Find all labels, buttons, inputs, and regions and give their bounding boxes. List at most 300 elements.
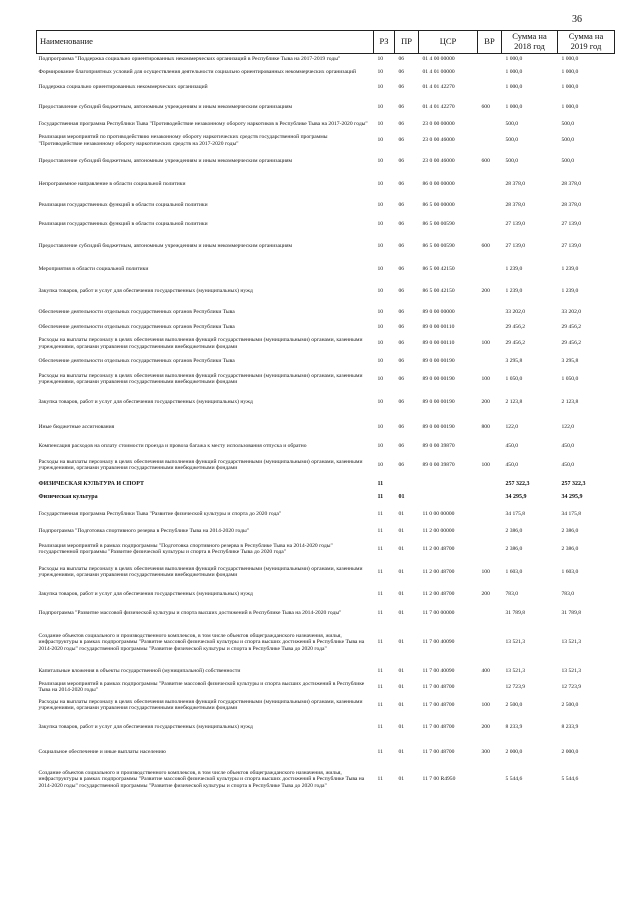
row-name: ФИЗИЧЕСКАЯ КУЛЬТУРА И СПОРТ bbox=[38, 481, 144, 488]
row-sum-2019: 1 239,0 bbox=[561, 287, 579, 294]
row-vr: 100 bbox=[481, 568, 490, 575]
row-vr: 600 bbox=[481, 242, 490, 249]
row-vr bbox=[478, 196, 502, 216]
row-sum-2019: 27 139,0 bbox=[561, 242, 582, 249]
row-pr: 06 bbox=[398, 324, 405, 331]
row-pr: 01 bbox=[398, 701, 405, 708]
row-sum-2018: 28 378,0 bbox=[505, 180, 526, 187]
row-csr: 11 2 00 48700 bbox=[422, 591, 455, 598]
row-pr: 06 bbox=[398, 242, 405, 249]
row-rz: 11 bbox=[377, 723, 383, 730]
row-sum-2019: 2 123,8 bbox=[561, 398, 579, 405]
row-sum-2018: 2 000,0 bbox=[505, 748, 523, 755]
table-row bbox=[37, 355, 615, 369]
row-name: Закупка товаров, работ и услуг для обеспечения государственных (муниципальных) нужд bbox=[38, 398, 253, 405]
row-pr: 06 bbox=[398, 158, 405, 165]
row-sum-2018: 1 000,0 bbox=[505, 56, 523, 63]
row-sum-2019: 783,0 bbox=[561, 591, 575, 598]
header-csr: ЦСР bbox=[419, 31, 478, 54]
row-sum-2019: 12 723,9 bbox=[561, 683, 582, 690]
row-csr: 86 0 00 00000 bbox=[422, 180, 455, 187]
row-sum-2019: 257 322,3 bbox=[561, 481, 586, 488]
row-rz: 10 bbox=[377, 266, 384, 273]
row-rz: 10 bbox=[377, 308, 384, 315]
row-pr: 06 bbox=[398, 287, 405, 294]
row-name: Расходы на выплаты персоналу в целях обеспечения выполнения функций государственными (муниципальными) органами, казенными учреждениями, органами управления государственными внебюджетными фондами bbox=[38, 458, 363, 471]
row-name: Капитальные вложения в объекты государственной (муниципальной) собственности bbox=[38, 667, 241, 674]
row-vr: 100 bbox=[481, 340, 490, 347]
row-rz: 11 bbox=[377, 701, 383, 708]
row-vr bbox=[478, 539, 502, 560]
table-row bbox=[37, 216, 615, 234]
row-csr: 23 0 00 46000 bbox=[422, 158, 455, 165]
header-name: Наименование bbox=[37, 31, 374, 54]
row-vr bbox=[478, 302, 502, 323]
row-sum-2018: 2 123,8 bbox=[505, 398, 523, 405]
row-vr: 100 bbox=[481, 701, 490, 708]
row-sum-2018: 33 202,0 bbox=[505, 308, 526, 315]
row-sum-2019: 5 544,6 bbox=[561, 776, 579, 783]
row-pr: 06 bbox=[398, 358, 405, 365]
table-row bbox=[37, 151, 615, 173]
row-sum-2018: 500,0 bbox=[505, 158, 519, 165]
row-rz: 10 bbox=[377, 358, 384, 365]
row-pr: 06 bbox=[398, 398, 405, 405]
row-pr: 01 bbox=[398, 510, 405, 517]
row-sum-2018: 1 000,0 bbox=[505, 68, 523, 75]
row-pr: 06 bbox=[398, 68, 405, 75]
row-name: Государственная программа Республики Тыва "Развитие физической культуры и спорта до 2020 года" bbox=[38, 510, 282, 517]
row-sum-2018: 1 239,0 bbox=[505, 266, 523, 273]
row-rz: 11 bbox=[377, 639, 383, 646]
row-pr: 06 bbox=[398, 461, 405, 468]
row-sum-2018: 2 386,0 bbox=[505, 545, 523, 552]
table-row bbox=[37, 323, 615, 333]
row-rz: 11 bbox=[377, 568, 383, 575]
table-row bbox=[37, 585, 615, 605]
row-csr: 86 5 00 00000 bbox=[422, 202, 455, 209]
row-sum-2018: 27 139,0 bbox=[505, 221, 526, 228]
row-vr bbox=[478, 80, 502, 96]
row-name: Реализация мероприятий по противодействию незаконному обороту наркотических средств государственной программы "Противодействие незаконному обороту наркотических средств на 2017-2020 годы" bbox=[38, 134, 328, 147]
row-pr: 06 bbox=[398, 424, 405, 431]
row-rz: 10 bbox=[377, 84, 384, 91]
row-vr: 600 bbox=[481, 158, 490, 165]
row-name: Закупка товаров, работ и услуг для обеспечения государственных (муниципальных) нужд bbox=[38, 287, 253, 294]
row-sum-2018: 29 456,2 bbox=[505, 324, 526, 331]
table-row bbox=[37, 65, 615, 80]
table-row bbox=[37, 479, 615, 491]
table-row bbox=[37, 663, 615, 680]
row-sum-2019: 13 521,3 bbox=[561, 639, 582, 646]
row-vr bbox=[478, 216, 502, 234]
table-row bbox=[37, 131, 615, 151]
row-rz: 10 bbox=[377, 287, 384, 294]
table-row bbox=[37, 96, 615, 119]
row-sum-2019: 1 000,0 bbox=[561, 103, 579, 110]
row-csr: 11 2 00 00000 bbox=[422, 528, 455, 535]
row-pr: 06 bbox=[398, 180, 405, 187]
row-name: Расходы на выплаты персоналу в целях обеспечения выполнения функций государственными (муниципальными) органами, казенными учреждениями, органами управления государственными внебюджетными фондами bbox=[38, 565, 363, 578]
row-name: Непрограммное направление в области социальной политики bbox=[38, 180, 186, 187]
row-vr: 200 bbox=[481, 398, 490, 405]
row-pr: 01 bbox=[398, 723, 405, 730]
row-sum-2019: 500,0 bbox=[561, 158, 575, 165]
row-rz: 11 bbox=[377, 748, 383, 755]
row-vr: 800 bbox=[481, 424, 490, 431]
row-sum-2019: 29 456,2 bbox=[561, 324, 582, 331]
table-row bbox=[37, 302, 615, 323]
row-sum-2018: 122,0 bbox=[505, 424, 519, 431]
row-sum-2018: 1 050,0 bbox=[505, 375, 523, 382]
table-row bbox=[37, 369, 615, 390]
table-row bbox=[37, 539, 615, 560]
row-rz: 11 bbox=[377, 610, 383, 617]
row-sum-2019: 500,0 bbox=[561, 121, 575, 128]
row-csr: 11 2 00 48700 bbox=[422, 568, 455, 575]
row-sum-2018: 1 239,0 bbox=[505, 287, 523, 294]
row-vr bbox=[478, 65, 502, 80]
row-name: Обеспечение деятельности отдельных государственных органов Республики Тыва bbox=[38, 324, 235, 331]
row-sum-2018: 29 456,2 bbox=[505, 340, 526, 347]
page-number: 36 bbox=[572, 14, 582, 25]
row-pr: 06 bbox=[398, 121, 405, 128]
row-sum-2019: 450,0 bbox=[561, 461, 575, 468]
row-sum-2018: 450,0 bbox=[505, 461, 519, 468]
row-vr: 600 bbox=[481, 103, 490, 110]
row-csr: 11 7 00 40090 bbox=[422, 667, 455, 674]
row-rz: 11 bbox=[377, 776, 383, 783]
table-row bbox=[37, 560, 615, 585]
row-name: Реализация мероприятий в рамках подпрограммы "Развитие массовой физической культуры и спорта высших достижений в Республике Тыва на 2014-2020 годы" bbox=[38, 680, 365, 693]
table-row bbox=[37, 605, 615, 623]
row-sum-2018: 34 295,9 bbox=[505, 493, 527, 500]
row-sum-2018: 27 139,0 bbox=[505, 242, 526, 249]
table-row bbox=[37, 491, 615, 504]
table-row bbox=[37, 281, 615, 302]
row-vr bbox=[478, 605, 502, 623]
row-name: Формирование благоприятных условий для осуществления деятельности социально ориентированных некоммерческих организаций bbox=[38, 68, 356, 75]
row-pr: 06 bbox=[398, 103, 405, 110]
row-vr: 100 bbox=[481, 461, 490, 468]
row-sum-2019: 500,0 bbox=[561, 137, 575, 144]
row-name: Расходы на выплаты персоналу в целях обеспечения выполнения функций государственными (муниципальными) органами, казенными учреждениями, органами управления государственными внебюджетными фондами bbox=[38, 372, 363, 385]
row-rz: 10 bbox=[377, 137, 384, 144]
row-pr: 06 bbox=[398, 202, 405, 209]
row-csr: 11 7 00 48700 bbox=[422, 683, 455, 690]
row-csr: 01 4 01 42270 bbox=[422, 103, 455, 110]
header-sum-2018: Сумма на 2018 год bbox=[502, 31, 558, 54]
row-sum-2019: 8 233,9 bbox=[561, 723, 579, 730]
row-name: Расходы на выплаты персоналу в целях обеспечения выполнения функций государственными (муниципальными) органами, казенными учреждениями, органами управления государственными внебюджетными фондами bbox=[38, 698, 363, 711]
row-rz: 11 bbox=[377, 510, 383, 517]
row-pr: 06 bbox=[398, 375, 405, 382]
row-pr: 01 bbox=[398, 776, 405, 783]
row-sum-2018: 2 500,0 bbox=[505, 701, 523, 708]
row-sum-2019: 29 456,2 bbox=[561, 340, 582, 347]
row-sum-2018: 31 789,8 bbox=[505, 610, 526, 617]
row-vr bbox=[478, 525, 502, 539]
row-csr: 89 0 00 39870 bbox=[422, 442, 455, 449]
row-name: Подпрограмма "Подготовка спортивного резерва в Республике Тыва на 2014-2020 годы" bbox=[38, 528, 249, 535]
row-vr bbox=[478, 259, 502, 281]
row-sum-2018: 1 000,0 bbox=[505, 84, 523, 91]
row-name: Мероприятия в области социальной политики bbox=[38, 266, 149, 273]
row-pr bbox=[395, 479, 419, 491]
table-row bbox=[37, 504, 615, 525]
row-vr bbox=[478, 173, 502, 196]
header-sum-2019: Сумма на 2019 год bbox=[558, 31, 615, 54]
row-name: Предоставление субсидий бюджетным, автономным учреждениям и иным некоммерческим организациям bbox=[38, 103, 293, 110]
row-pr: 06 bbox=[398, 84, 405, 91]
row-pr: 06 bbox=[398, 442, 405, 449]
row-name: Обеспечение деятельности отдельных государственных органов Республики Тыва bbox=[38, 308, 235, 315]
row-rz: 10 bbox=[377, 56, 384, 63]
row-csr: 11 7 00 00000 bbox=[422, 610, 455, 617]
table-row bbox=[37, 415, 615, 441]
row-csr: 23 0 00 46000 bbox=[422, 137, 455, 144]
row-pr: 01 bbox=[398, 528, 405, 535]
row-pr: 01 bbox=[398, 667, 405, 674]
row-vr: 400 bbox=[481, 667, 490, 674]
row-sum-2018: 783,0 bbox=[505, 591, 519, 598]
table-row bbox=[37, 623, 615, 663]
row-sum-2018: 28 378,0 bbox=[505, 202, 526, 209]
row-sum-2018: 2 386,0 bbox=[505, 528, 523, 535]
row-csr: 11 7 00 R4950 bbox=[422, 776, 456, 783]
row-sum-2018: 13 521,3 bbox=[505, 667, 526, 674]
row-name: Расходы на выплаты персоналу в целях обеспечения выполнения функций государственными (муниципальными) органами, казенными учреждениями, органами управления государственными внебюджетными фондами bbox=[38, 337, 363, 350]
row-name: Создание объектов социального и производственного комплексов, в том числе объектов общегражданского назначения, жилья, инфраструктуры в рамках подпрограммы "Развитие массовой физической культуры и спорта высших достижений в Республике Тыва на 2014-2020 годы" государственной программы "Развитие физической культуры и спорта в Республике Тыва до 2020 года" bbox=[38, 769, 365, 789]
row-sum-2018: 1 603,0 bbox=[505, 568, 523, 575]
row-sum-2018: 500,0 bbox=[505, 137, 519, 144]
table-row bbox=[37, 739, 615, 766]
row-sum-2019: 34 295,9 bbox=[561, 493, 583, 500]
row-sum-2018: 34 175,8 bbox=[505, 510, 526, 517]
table-row bbox=[37, 259, 615, 281]
row-vr bbox=[478, 323, 502, 333]
row-rz: 10 bbox=[377, 202, 384, 209]
row-vr: 100 bbox=[481, 375, 490, 382]
row-name: Реализация государственных функций в области социальной политики bbox=[38, 202, 208, 209]
row-csr: 11 7 00 48700 bbox=[422, 723, 455, 730]
row-name: Поддержка социально ориентированных некоммерческих организаций bbox=[38, 84, 208, 91]
row-name: Предоставление субсидий бюджетным, автономным учреждениям и иным некоммерческим организациям bbox=[38, 242, 293, 249]
row-pr: 01 bbox=[398, 591, 405, 598]
row-vr: 200 bbox=[481, 287, 490, 294]
row-name: Иные бюджетные ассигнования bbox=[38, 424, 115, 431]
row-pr: 06 bbox=[398, 340, 405, 347]
row-vr bbox=[478, 491, 502, 504]
row-rz: 10 bbox=[377, 221, 384, 228]
row-csr: 01 4 01 42270 bbox=[422, 84, 455, 91]
row-csr: 11 7 00 48700 bbox=[422, 701, 455, 708]
row-rz: 11 bbox=[377, 591, 383, 598]
row-name: Подпрограмма "Поддержка социально ориентированных некоммерческих организаций в Республике Тыва на 2017-2019 годы" bbox=[38, 56, 341, 63]
row-rz: 11 bbox=[377, 683, 383, 690]
row-name: Закупка товаров, работ и услуг для обеспечения государственных (муниципальных) нужд bbox=[38, 591, 253, 598]
row-csr: 89 0 00 00190 bbox=[422, 358, 455, 365]
row-rz: 10 bbox=[377, 242, 384, 249]
row-vr bbox=[478, 479, 502, 491]
row-rz: 11 bbox=[377, 481, 384, 488]
row-name: Социальное обеспечение и иные выплаты населению bbox=[38, 748, 166, 755]
row-csr: 01 4 01 00000 bbox=[422, 68, 455, 75]
row-name: Предоставление субсидий бюджетным, автономным учреждениям и иным некоммерческим организациям bbox=[38, 158, 293, 165]
row-vr bbox=[478, 766, 502, 794]
row-csr: 01 4 00 00000 bbox=[422, 56, 455, 63]
row-sum-2019: 1 239,0 bbox=[561, 266, 579, 273]
row-vr bbox=[478, 680, 502, 695]
table-row bbox=[37, 54, 615, 65]
row-pr: 01 bbox=[398, 748, 405, 755]
table-row bbox=[37, 441, 615, 452]
row-name: Создание объектов социального и производственного комплексов, в том числе объектов общегражданского назначения, жилья, инфраструктуры в рамках подпрограммы "Развитие массовой физической культуры и спорта высших достижений в Республике Тыва на 2014-2020 годы" государственной программы "Развитие физической культуры и спорта в Республике Тыва до 2020 года" bbox=[38, 632, 365, 652]
table-row bbox=[37, 196, 615, 216]
row-csr: 89 0 00 00190 bbox=[422, 424, 455, 431]
row-sum-2018: 12 723,9 bbox=[505, 683, 526, 690]
row-sum-2019: 34 175,8 bbox=[561, 510, 582, 517]
row-sum-2019: 1 000,0 bbox=[561, 68, 579, 75]
row-csr bbox=[419, 491, 478, 504]
row-rz: 10 bbox=[377, 103, 384, 110]
row-csr: 89 0 00 00000 bbox=[422, 308, 455, 315]
row-sum-2019: 2 386,0 bbox=[561, 528, 579, 535]
row-pr: 01 bbox=[398, 568, 405, 575]
table-header-row bbox=[37, 31, 615, 54]
row-pr: 06 bbox=[398, 266, 405, 273]
row-name: Компенсация расходов на оплату стоимости проезда и провоза багажа к месту использования отпуска и обратно bbox=[38, 442, 307, 449]
row-sum-2019: 2 500,0 bbox=[561, 701, 579, 708]
row-csr bbox=[419, 479, 478, 491]
row-rz: 10 bbox=[377, 121, 384, 128]
row-sum-2019: 3 295,8 bbox=[561, 358, 579, 365]
row-sum-2019: 33 202,0 bbox=[561, 308, 582, 315]
row-name: Реализация государственных функций в области социальной политики bbox=[38, 221, 208, 228]
row-name: Реализация мероприятий в рамках подпрограммы "Подготовка спортивного резерва в Республике Тыва на 2014-2020 годы" государственной программы "Развитие физической культуры и спорта в Республике Тыва до 2020 года" bbox=[38, 542, 333, 555]
table-row bbox=[37, 333, 615, 355]
row-csr: 11 0 00 00000 bbox=[422, 510, 455, 517]
row-csr: 89 0 00 00110 bbox=[422, 324, 455, 331]
row-sum-2018: 13 521,3 bbox=[505, 639, 526, 646]
row-sum-2019: 28 378,0 bbox=[561, 180, 582, 187]
table-row bbox=[37, 173, 615, 196]
row-pr: 06 bbox=[398, 56, 405, 63]
row-name: Физическая культура bbox=[38, 493, 98, 500]
row-sum-2019: 450,0 bbox=[561, 442, 575, 449]
row-sum-2019: 2 000,0 bbox=[561, 748, 579, 755]
table-row bbox=[37, 716, 615, 739]
row-csr: 11 7 00 40090 bbox=[422, 639, 455, 646]
row-csr: 23 0 00 00000 bbox=[422, 121, 455, 128]
row-csr: 86 5 00 00590 bbox=[422, 242, 455, 249]
row-sum-2018: 450,0 bbox=[505, 442, 519, 449]
row-rz: 10 bbox=[377, 340, 384, 347]
row-rz: 10 bbox=[377, 442, 384, 449]
row-csr: 11 2 00 48700 bbox=[422, 545, 455, 552]
row-rz: 10 bbox=[377, 324, 384, 331]
row-sum-2019: 31 789,8 bbox=[561, 610, 582, 617]
header-vr: ВР bbox=[478, 31, 502, 54]
row-sum-2019: 1 050,0 bbox=[561, 375, 579, 382]
row-pr: 01 bbox=[398, 545, 405, 552]
row-sum-2019: 13 521,3 bbox=[561, 667, 582, 674]
row-vr bbox=[478, 355, 502, 369]
row-csr: 86 5 00 42150 bbox=[422, 287, 455, 294]
row-sum-2019: 27 139,0 bbox=[561, 221, 582, 228]
row-name: Подпрограмма "Развитие массовой физической культуры и спорта высших достижений в Республике Тыва на 2014-2020 годы" bbox=[38, 610, 342, 617]
row-csr: 89 0 00 00190 bbox=[422, 375, 455, 382]
table-row bbox=[37, 119, 615, 131]
row-rz: 10 bbox=[377, 180, 384, 187]
row-name: Закупка товаров, работ и услуг для обеспечения государственных (муниципальных) нужд bbox=[38, 723, 253, 730]
row-sum-2019: 28 378,0 bbox=[561, 202, 582, 209]
row-pr: 01 bbox=[398, 639, 405, 646]
row-rz: 11 bbox=[377, 493, 384, 500]
table-row bbox=[37, 695, 615, 716]
table-row bbox=[37, 680, 615, 695]
row-pr: 01 bbox=[398, 493, 405, 500]
row-rz: 11 bbox=[377, 667, 383, 674]
row-csr: 86 5 00 42150 bbox=[422, 266, 455, 273]
row-name: Государственная программа Республики Тыва "Противодействие незаконному обороту наркотиков в Республике Тыва на 2017-2020 годы" bbox=[38, 121, 368, 128]
row-vr bbox=[478, 54, 502, 65]
row-sum-2019: 1 000,0 bbox=[561, 56, 579, 63]
row-vr bbox=[478, 504, 502, 525]
row-rz: 11 bbox=[377, 528, 383, 535]
row-sum-2018: 5 544,6 bbox=[505, 776, 523, 783]
row-sum-2018: 1 000,0 bbox=[505, 103, 523, 110]
row-csr: 86 5 00 00590 bbox=[422, 221, 455, 228]
row-rz: 11 bbox=[377, 545, 383, 552]
row-rz: 10 bbox=[377, 375, 384, 382]
row-sum-2019: 1 603,0 bbox=[561, 568, 579, 575]
row-name: Обеспечение деятельности отдельных государственных органов Республики Тыва bbox=[38, 358, 235, 365]
row-vr: 300 bbox=[481, 748, 490, 755]
row-csr: 89 0 00 00190 bbox=[422, 398, 455, 405]
row-vr: 200 bbox=[481, 591, 490, 598]
row-rz: 10 bbox=[377, 68, 384, 75]
row-sum-2019: 122,0 bbox=[561, 424, 575, 431]
table-row bbox=[37, 80, 615, 96]
row-sum-2018: 257 322,3 bbox=[505, 481, 530, 488]
row-sum-2018: 500,0 bbox=[505, 121, 519, 128]
row-csr: 11 7 00 48700 bbox=[422, 748, 455, 755]
row-vr: 200 bbox=[481, 723, 490, 730]
row-pr: 06 bbox=[398, 308, 405, 315]
table-row bbox=[37, 390, 615, 415]
row-pr: 06 bbox=[398, 137, 405, 144]
row-rz: 10 bbox=[377, 461, 384, 468]
row-pr: 01 bbox=[398, 610, 405, 617]
row-sum-2019: 1 000,0 bbox=[561, 84, 579, 91]
row-vr bbox=[478, 131, 502, 151]
table-row bbox=[37, 234, 615, 259]
table-row bbox=[37, 525, 615, 539]
row-csr: 89 0 00 39870 bbox=[422, 461, 455, 468]
row-rz: 10 bbox=[377, 424, 384, 431]
header-rz: РЗ bbox=[374, 31, 395, 54]
row-vr bbox=[478, 119, 502, 131]
table-row bbox=[37, 452, 615, 479]
row-pr: 06 bbox=[398, 221, 405, 228]
row-sum-2018: 8 233,9 bbox=[505, 723, 523, 730]
row-sum-2018: 3 295,8 bbox=[505, 358, 523, 365]
row-rz: 10 bbox=[377, 158, 384, 165]
budget-table bbox=[36, 30, 615, 794]
row-vr bbox=[478, 441, 502, 452]
row-rz: 10 bbox=[377, 398, 384, 405]
